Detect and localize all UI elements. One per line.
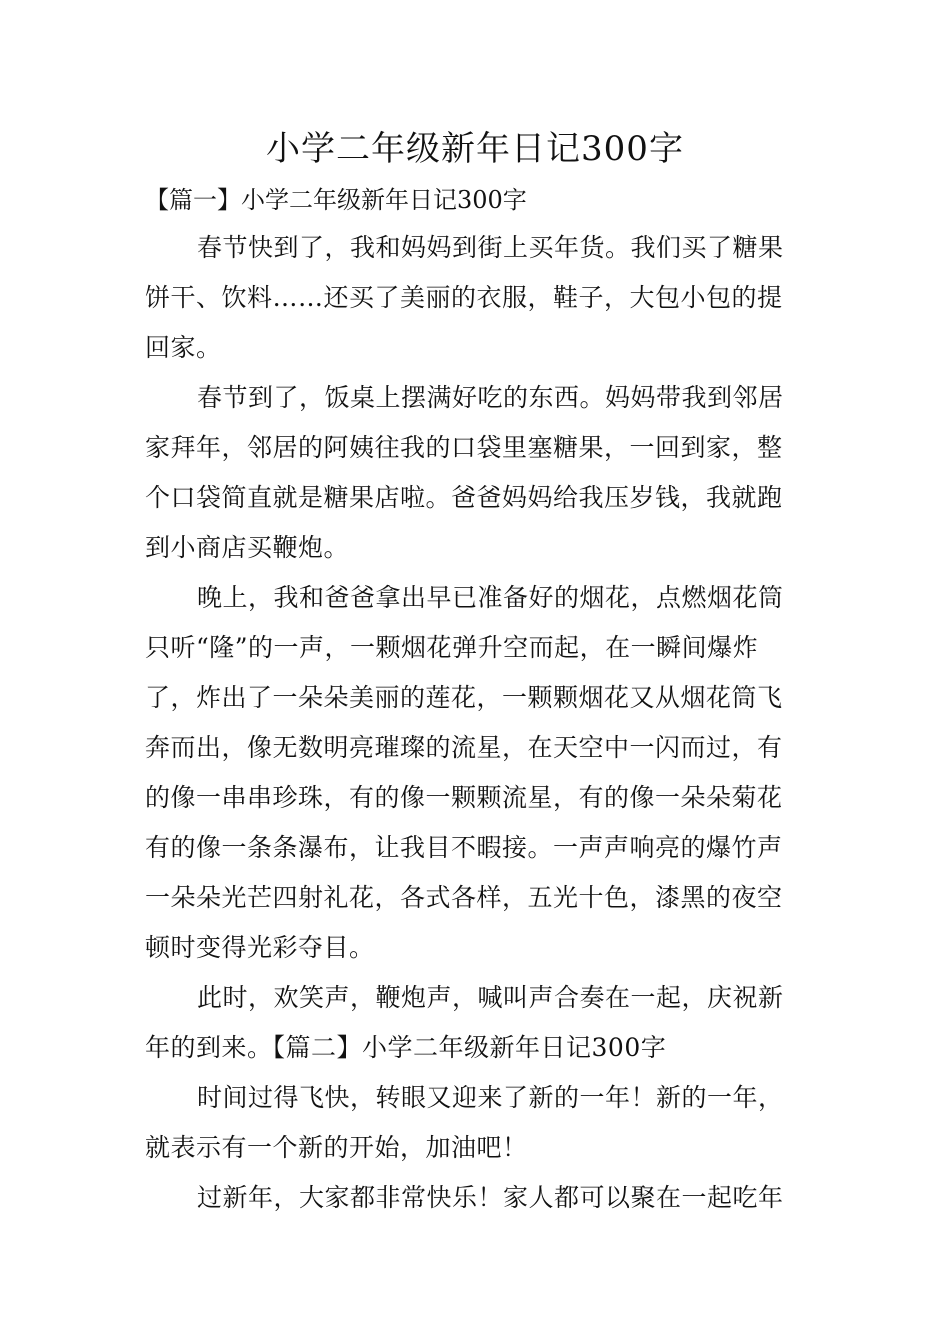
document-title: 小学二年级新年日记300字 — [266, 129, 684, 169]
text-line: 的像一串串珍珠，有的像一颗颗流星，有的像一朵朵菊花 — [145, 783, 783, 812]
text-line: 一朵朵光芒四射礼花，各式各样，五光十色，漆黑的夜空 — [145, 883, 783, 912]
text-line: 晚上，我和爸爸拿出早已准备好的烟花，点燃烟花筒 — [197, 583, 784, 612]
text-line: 顿时变得光彩夺目。 — [145, 933, 375, 962]
text-line: 有的像一条条瀑布，让我目不暇接。一声声响亮的爆竹声 — [145, 833, 783, 862]
text-line: 家拜年，邻居的阿姨往我的口袋里塞糖果，一回到家，整 — [145, 433, 783, 462]
section-heading-1: 【篇一】小学二年级新年日记300字 — [145, 186, 527, 214]
text-line: 了，炸出了一朵朵美丽的莲花，一颗颗烟花又从烟花筒飞 — [145, 683, 783, 712]
text-line: 就表示有一个新的开始，加油吧！ — [145, 1133, 528, 1162]
text-line: 个口袋简直就是糖果店啦。爸爸妈妈给我压岁钱，我就跑 — [145, 483, 783, 512]
text-line: 回家。 — [145, 333, 222, 362]
text-line: 此时，欢笑声，鞭炮声，喊叫声合奏在一起，庆祝新 — [197, 983, 784, 1012]
text-line: 只听“隆”的一声，一颗烟花弹升空而起，在一瞬间爆炸 — [145, 633, 759, 662]
text-line: 到小商店买鞭炮。 — [145, 533, 350, 562]
text-line: 时间过得飞快，转眼又迎来了新的一年！新的一年， — [197, 1083, 784, 1112]
text-line: 春节到了，饭桌上摆满好吃的东西。妈妈带我到邻居 — [197, 383, 784, 412]
text-line: 年的到来。【篇二】小学二年级新年日记300字 — [145, 1033, 667, 1062]
text-line: 饼干、饮料……还买了美丽的衣服，鞋子，大包小包的提 — [145, 283, 783, 312]
text-line: 春节快到了，我和妈妈到街上买年货。我们买了糖果 — [197, 233, 784, 262]
text-line: 奔而出，像无数明亮璀璨的流星，在天空中一闪而过，有 — [145, 733, 783, 762]
text-line: 过新年，大家都非常快乐！家人都可以聚在一起吃年 — [197, 1183, 784, 1212]
